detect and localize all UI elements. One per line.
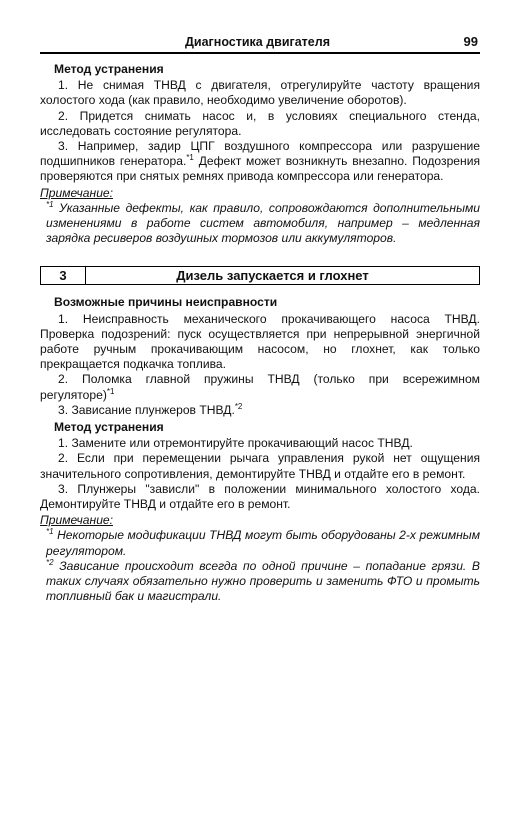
note-1-text: Указанные дефекты, как правило, сопровождаются дополнительными изменениями в работе систем автомобиля, например – медленная зарядка ресиверов воздушных тормозов или аккумуляторов. (46, 200, 480, 246)
cause-item-3 (40, 403, 480, 418)
remedy2-item-2: 2. Если при перемещении рычага управления рукой нет ощущения значительного сопротивления, демонтируйте ТНВД и отдайте его в ремонт. (40, 451, 480, 481)
section-number: 3 (41, 267, 86, 284)
causes-heading: Возможные причины неисправности (54, 295, 278, 310)
footnote-mark: *2 (234, 401, 243, 411)
footnote-mark: *2 (46, 557, 54, 567)
footnote-mark: *1 (46, 527, 54, 537)
remedy-heading-1: Метод устранения (54, 62, 164, 76)
note-3-text: Зависание происходит всегда по одной причине – попадание грязи. В таких случаях обязательно нужно проверить и заменить ФТО и промыть топливный бак и магистрали. (46, 558, 480, 604)
remedy-item-3-text: 3. Например, задир ЦПГ воздушного компрессора или разрушение подшипников генератора. (40, 139, 480, 169)
running-header (40, 34, 480, 54)
remedy2-item-1: 1. Замените или отремонтируйте прокачивающий насос ТНВД. (58, 436, 413, 451)
remedy-item-3-tail: Дефект может возникнуть внезапно. Подозрения проверяются при снятых ремнях привода компрессора или генератора. (40, 154, 480, 184)
footnote-mark: *1 (46, 199, 54, 209)
page-content (40, 62, 480, 605)
note-2-text: Некоторые модификации ТНВД могут быть оборудованы 2-х режимным регулятором. (46, 528, 480, 558)
remedy-item-2: 2. Придется снимать насос и, в условиях специального стенда, исследовать состояние регулятора. (40, 108, 480, 138)
section-title: Дизель запускается и глохнет (176, 268, 369, 284)
section-header (40, 266, 480, 285)
header-title: Диагностика двигателя (185, 35, 330, 49)
remedy-item-1: 1. Не снимая ТНВД с двигателя, отрегулируйте частоту вращения холостого хода (как правило, необходимо увеличение оборотов). (40, 78, 480, 108)
footnote-mark: *1 (106, 386, 115, 396)
footnote-mark: *1 (186, 153, 194, 163)
page (40, 34, 480, 605)
page-number: 99 (463, 34, 478, 49)
note-label-1: Примечание: (40, 185, 114, 200)
cause-item-2 (40, 372, 480, 402)
remedy2-item-3: 3. Плунжеры "зависли" в положении минимального холостого хода. Демонтируйте ТНВД и отдайте его в ремонт. (40, 481, 480, 512)
note-3 (40, 559, 480, 605)
cause-item-1: 1. Неисправность механического прокачивающего насоса ТНВД. Проверка подозрений: пуск осуществляется при непрерывной энергичной работе ручным прокачивающим насосом, но глохнет, как только прекращается подкачка топлива. (40, 311, 480, 372)
note-label-2: Примечание: (40, 513, 114, 528)
cause-item-2-text: 2. Поломка главной пружины ТНВД (только при всережимном регуляторе) (40, 372, 480, 402)
cause-item-3-text: 3. Зависание плунжеров ТНВД. (58, 402, 235, 417)
remedy-item-3 (40, 139, 480, 185)
remedy-heading-2: Метод устранения (54, 420, 164, 435)
note-1 (40, 201, 480, 247)
note-2 (40, 528, 480, 558)
